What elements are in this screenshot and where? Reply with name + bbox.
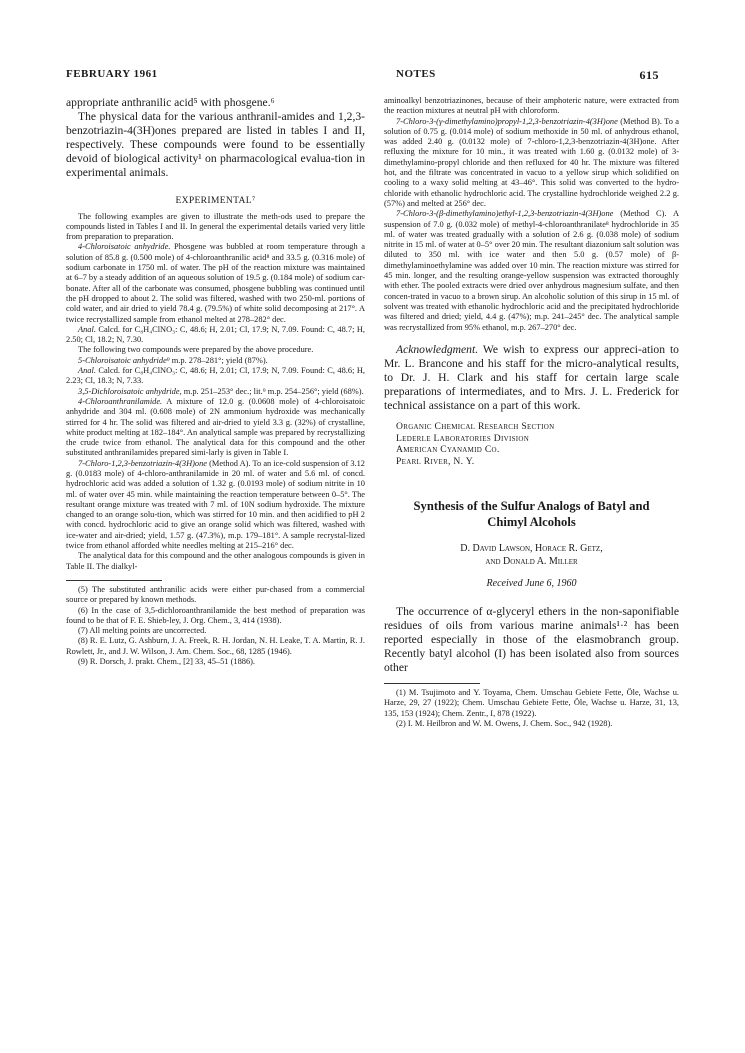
intro-paragraph: The occurrence of α-glyceryl ethers in the non-saponifiable residues of oils from various marine animals¹·² has been reported especially in those of the elasmobranch group. Recently batyl alcohol (I) has been isolated also from sources other <box>384 604 679 675</box>
article-title: Synthesis of the Sulfur Analogs of Batyl and <box>413 498 650 513</box>
experimental-paragraph: aminoalkyl benzotriazinones, because of their amphoteric nature, were extracted from the reaction mixtures at neutral pH with chloroform. <box>384 96 679 116</box>
affiliation-block <box>384 421 679 467</box>
footnote-rule <box>66 580 162 581</box>
footnote-rule <box>384 683 480 684</box>
acknowledgment-label: Acknowledgment. <box>396 342 479 356</box>
experimental-paragraph <box>66 242 365 324</box>
footnote: (6) In the case of 3,5-dichloroanthranilamide the best method of preparation was found to be that of F. E. Shieb-ley, J. Org. Chem., 3, 414 (1938). <box>66 605 365 625</box>
received-date: Received June 6, 1960 <box>486 577 577 589</box>
paragraph-text: (Method B). To a solution of 0.75 g. (0.014 mole) of sodium methoxide in 50 ml. of anhydrous ethanol, was added 2.40 g. (0.0132 mole) of 7-chloro-1,2,3-benzotriazin-4(3H)one. After refluxing the mixture for 10 min., it was treated with 1.60 g. (0.0132 mole) of 3-dimethylamino-propyl chloride and then refluxed for 40 hr. The mixture was filtered hot, and the filtrate was concentrated in vacuo to a yellow sirup which solidified on cooling to a waxy solid melting at 43–46°. This solid was converted to the hydro-chloride with ethanolic hydrochloric acid. The crystalline hydrochloride weighed 2.2 g. (57%) and melted at 256° dec. <box>384 116 679 208</box>
footnote: (2) I. M. Heilbron and W. M. Owens, J. Chem. Soc., 942 (1928). <box>396 719 613 729</box>
affiliation-line: Lederle Laboratories Division <box>396 432 530 444</box>
paragraph-text: m.p. 278–281°; yield (87%). <box>171 355 268 365</box>
authors: D. David Lawson, Horace R. Getz, <box>460 542 603 554</box>
paragraph-text: m.p. 251–253° dec.; lit.⁹ m.p. 254–256°; yield (68%). <box>183 386 364 396</box>
footnote: (8) R. E. Lutz, G. Ashburn, J. A. Freek, R. H. Jordan, N. H. Leake, T. A. Martin, R. J. Rowlett, Jr., and J. W. Wilson, J. Am. Chem. Soc., 68, 1285 (1946). <box>66 636 365 656</box>
footnote: (7) All melting points are uncorrected. <box>78 626 207 636</box>
footnote: (1) M. Tsujimoto and Y. Toyama, Chem. Umschau Gebiete Fette, Öle, Wachse u. Harze, 29, 27 (1922); Chem. Umschau Gebiete Fette, Öle, Wachse u. Harze, 31, 13, 135, 153 (1924); Chem. Zentr., I, 878 (1922). <box>384 688 679 718</box>
article-title: Chimyl Alcohols <box>487 514 576 529</box>
compound-name: 7-Chloro-1,2,3-benzotriazin-4(3H)one <box>78 458 208 468</box>
footnote: (9) R. Dorsch, J. prakt. Chem., [2] 33, 45–51 (1886). <box>78 657 256 667</box>
paragraph-text: We wish to express our appreci-ation to Mr. L. Brancone and his staff for the micro-analytical results, to Dr. J. H. Clark and his staff for certain large scale preparations of intermediates, and to Mrs. J. L. Frederick for technical assistance on a part of this work. <box>384 342 679 413</box>
body-paragraph: The physical data for the various anthranil-amides and 1,2,3-benzotriazin-4(3H)ones prepared are listed in tables I and II, respectively. These compounds were found to be essentially devoid of biological activity¹ on pharmacological evalua-tion in experimental animals. <box>66 110 365 180</box>
compound-name: 4-Chloroanthranilamide. <box>78 396 163 406</box>
paragraph-text: (Method C). A suspension of 7.0 g. (0.032 mole) of methyl-4-chloroanthranilate⁸ hydrochloride in 35 ml. of water was treated gradually with a solution of 2.6 g. (0.038 mole) of sodium nitrite in 15 ml. of water at 0–5° over 20 min. The resultant diazonium salt solution was diluted to 350 ml. with ice water and then 5.0 g. (0.57 mole) of β-dimethylaminoethylamine was added over 10 min. The reaction mixture was stirred for 45 min. longer, and the resulting orange-yellow suspension was extracted thoroughly with ether. The pooled extracts were dried over anhydrous magnesium sulfate, and then concen-trated in vacuo to a brown sirup. An alcoholic solution of this sirup in 15 ml. of solvent was treated with ethanolic hydrochloric acid and the precipitated hydrochloride was filtered and dried; yield, 4.4 g. (47%); m.p. 241–245° dec. The analytical sample was recrystallized from 95% ethanol, m.p. 267–270° dec. <box>384 209 679 332</box>
header-section: NOTES <box>396 68 436 80</box>
experimental-paragraph: The analytical data for this compound and the other analogous compounds is given in Table II. The dialkyl- <box>66 551 365 571</box>
analysis-label: Anal. <box>78 324 96 334</box>
acknowledgment <box>384 343 679 413</box>
experimental-paragraph <box>384 209 679 333</box>
affiliation-line: Pearl River, N. Y. <box>396 456 475 468</box>
analysis-paragraph <box>66 325 365 346</box>
compound-name: 3,5-Dichloroisatoic anhydride, <box>78 386 182 396</box>
compound-name: 7-Chloro-3-(β-dimethylamino)ethyl-1,2,3-benzotriazin-4(3H)one <box>396 209 614 219</box>
paragraph-text: A mixture of 12.0 g. (0.0608 mole) of 4-chloroisatoic anhydride and 304 ml. (0.608 mole) of 2N ammonium hydroxide was mechanically stirred for 4 hr. The solid was filtered and air-dried to yield 3.3 g. (32%) of crystalline, white product melting at 182–184°. An analytical sample was prepared by recrystallizing the crude twice from ethanol. The analytical data for this compound and the other substituted anthranilamides prepared simi-larly is given in Table I. <box>66 396 365 458</box>
experimental-paragraph <box>66 397 365 459</box>
left-column <box>66 96 365 667</box>
body-paragraph: appropriate anthranilic acid⁵ with phosgene.⁶ <box>66 96 275 109</box>
running-header <box>66 68 659 84</box>
experimental-paragraph <box>66 459 365 552</box>
paragraph-text: Calcd. for C₈H₄ClNO₃: C, 48.6; H, 2.01; Cl, 17.9; N, 7.09. Found: C, 48.7; H, 2.50; Cl, 18.2; N, 7.30. <box>66 324 365 345</box>
header-date: FEBRUARY 1961 <box>66 68 158 80</box>
experimental-paragraph: The following examples are given to illustrate the meth-ods used to prepare the compounds listed in Tables I and II. In general the experimental details varied very little from preparation to preparation. <box>66 211 365 242</box>
right-column <box>384 96 679 729</box>
compound-name: 4-Chloroisatoic anhydride. <box>78 242 171 252</box>
affiliation-line: Organic Chemical Research Section <box>396 421 555 433</box>
affiliation-line: American Cyanamid Co. <box>396 444 500 456</box>
analysis-paragraph <box>66 366 365 387</box>
paragraph-text: Phosgene was bubbled at room temperature through a solution of 85.8 g. (0.500 mole) of 4-chloroanthranilic acid⁸ and 33.5 g. (0.316 mole) of sodium carbonate in 1750 ml. of water. The pH of the reaction mixture was maintained at 6–7 by a steady addition of an aqueous solution of 19.5 g. (0.184 mole) of sodium car-bonate. After all of the carbonate was consumed, phosgene bubbling was continued until the pH dropped to about 2. The solid was filtered, washed with two 250-ml. portions of cold water, and air dried to yield 78.4 g. (79.5%) of white solid decomposing at 217°. A twice recrystallized sample from ethanol melted at 278–282° dec. <box>66 242 365 324</box>
authors: and Donald A. Miller <box>485 555 578 567</box>
paragraph-text: Calcd. for C₈H₄ClNO₃: C, 48.6; H, 2.01; Cl, 17.9; N, 7.09. Found: C, 48.6; H, 2.23; Cl, 18.3; N, 7.33. <box>66 366 365 386</box>
page-number: 615 <box>639 68 659 82</box>
experimental-paragraph <box>66 387 365 397</box>
experimental-paragraph: The following two compounds were prepared by the above procedure. <box>78 345 314 355</box>
analysis-label: Anal. <box>78 366 96 376</box>
experimental-paragraph <box>66 356 365 366</box>
experimental-paragraph <box>384 117 679 210</box>
footnote: (5) The substituted anthranilic acids were either pur-chased from a commercial source or prepared by known methods. <box>66 584 365 605</box>
paragraph-text: (Method A). To an ice-cold suspension of 3.12 g. (0.0183 mole) of 4-chloro-anthranilamide in 20 ml. of water and 5.6 ml. of concd. hydrochloric acid was added a solution of 1.32 g. (0.0193 mole) of sodium nitrite in 10 ml. of water over 45 min. while maintaining the reaction temperature between 0–5°. The resultant orange mixture was treated with 7 ml. of 10N sodium hydroxide. The mixture changed to an orange solu-tion, which was stirred for 10 min. and then acidified to pH 2 with concd. hydrochloric acid to give an orange solid which was filtered, washed with ice-water and air-dried; yield, 1.57 g. (47.3%), m.p. 179–181°. A sample recrystal-lized twice from ethanol afforded white needles melting at 215–216° dec. <box>66 458 365 551</box>
compound-name: 7-Chloro-3-(γ-dimethylamino)propyl-1,2,3-benzotriazin-4(3H)one <box>396 116 618 126</box>
section-heading: EXPERIMENTAL⁷ <box>175 194 256 206</box>
compound-name: 5-Chloroisatoic anhydride⁹ <box>78 355 170 365</box>
